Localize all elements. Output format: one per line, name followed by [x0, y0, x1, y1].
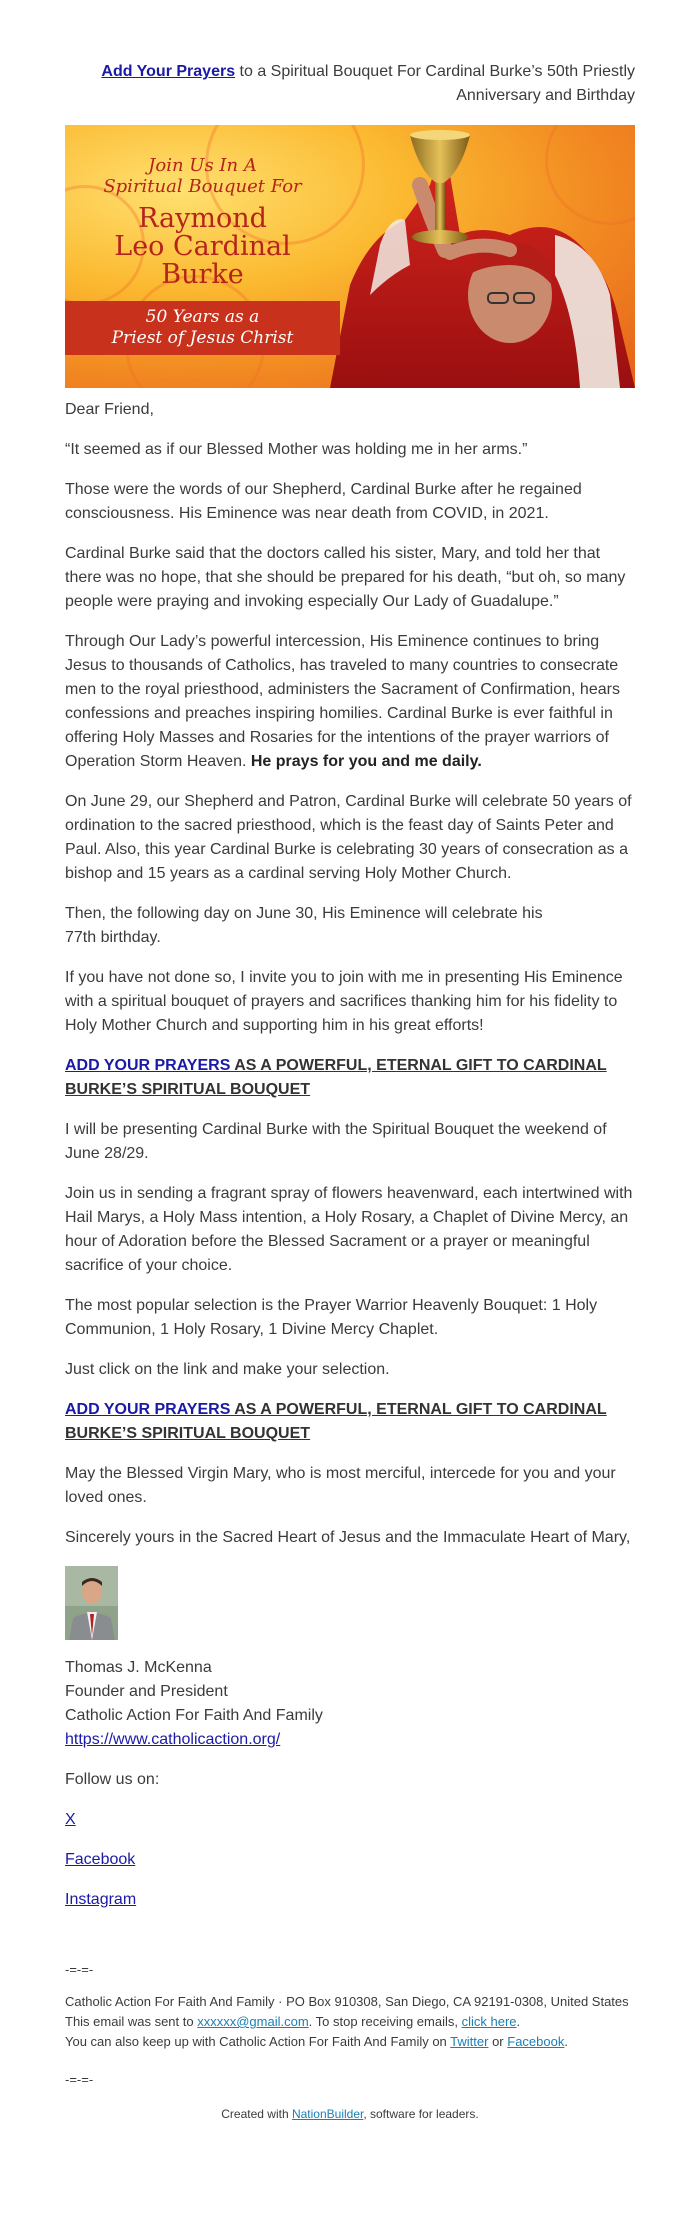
banner-intro: Join Us In A Spiritual Bouquet For [103, 155, 302, 197]
bold-statement: He prays for you and me daily. [250, 753, 482, 770]
footer-divider: -=-=- [65, 2072, 94, 2087]
unsubscribe-link[interactable]: click here [461, 2014, 517, 2029]
hero-banner[interactable] [65, 125, 635, 388]
x-link[interactable]: X [65, 1811, 76, 1828]
paragraph: Just click on the link and make your selection. [65, 1361, 390, 1378]
twitter-link[interactable]: Twitter [450, 2034, 489, 2049]
paragraph: The most popular selection is the Prayer Warrior Heavenly Bouquet: 1 Holy Communion, 1 Holy Rosary, 1 Divine Mercy Chaplet. [65, 1297, 598, 1338]
facebook-link[interactable]: Facebook [65, 1851, 136, 1868]
cta-heading: ADD YOUR PRAYERS AS A POWERFUL, ETERNAL GIFT TO CARDINAL BURKE’S SPIRITUAL BOUQUET [65, 1057, 607, 1098]
recipient-email-link[interactable]: xxxxxx@gmail.com [197, 2014, 309, 2029]
closing: Sincerely yours in the Sacred Heart of Jesus and the Immaculate Heart of Mary, [65, 1529, 631, 1546]
letter-body [65, 398, 635, 1912]
paragraph: May the Blessed Virgin Mary, who is most merciful, intercede for you and your loved ones. [65, 1465, 616, 1506]
footer-address: Catholic Action For Faith And Family · PO Box 910308, San Diego, CA 92191-0308, United States [65, 1994, 629, 2009]
footer-divider: -=-=- [65, 1962, 94, 1977]
greeting: Dear Friend, [65, 401, 154, 418]
cardinal-photo [310, 125, 635, 388]
author-photo [65, 1566, 118, 1640]
add-prayers-link[interactable]: ADD YOUR PRAYERS [65, 1057, 231, 1074]
add-prayers-link[interactable]: ADD YOUR PRAYERS [65, 1401, 231, 1418]
social-links [65, 1768, 635, 1912]
signature-block [65, 1656, 635, 1752]
paragraph: If you have not done so, I invite you to join with me in presenting His Eminence with a spiritual bouquet of prayers and sacrifices thanking him for his fidelity to Holy Mother Church and supporting him in his great efforts! [65, 969, 623, 1034]
banner-ribbon: 50 Years as a Priest of Jesus Christ [65, 301, 340, 355]
banner-name: Raymond Leo Cardinal Burke [114, 203, 291, 290]
footer-social: You can also keep up with Catholic Action For Faith And Family on Twitter or Facebook. [65, 2034, 568, 2049]
instagram-link[interactable]: Instagram [65, 1891, 137, 1908]
footer-facebook-link[interactable]: Facebook [507, 2034, 565, 2049]
nationbuilder-link[interactable]: NationBuilder [291, 2107, 364, 2121]
credits: Created with NationBuilder, software for leaders. [221, 2107, 479, 2121]
website-link[interactable]: https://www.catholicaction.org/ [65, 1731, 281, 1748]
header-text: to a Spiritual Bouquet For Cardinal Burke’s 50th Priestly Anniversary and Birthday [235, 63, 635, 104]
paragraph: Those were the words of our Shepherd, Cardinal Burke after he regained consciousness. His Eminence was near death from COVID, in 2021. [65, 481, 582, 522]
email-footer [65, 1960, 635, 2124]
paragraph: I will be presenting Cardinal Burke with the Spiritual Bouquet the weekend of June 28/29. [65, 1121, 607, 1162]
paragraph: Then, the following day on June 30, His Eminence will celebrate his 77th birthday. [65, 905, 543, 946]
cta-heading: ADD YOUR PRAYERS AS A POWERFUL, ETERNAL GIFT TO CARDINAL BURKE’S SPIRITUAL BOUQUET [65, 1401, 607, 1442]
banner-text-block [65, 125, 340, 388]
follow-label: Follow us on: [65, 1771, 160, 1788]
paragraph: On June 29, our Shepherd and Patron, Cardinal Burke will celebrate 50 years of ordination to the sacred priesthood, which is the feast day of Saints Peter and Paul. Also, this year Cardinal Burke is celebrating 30 years of consecration as a bishop and 15 years as a cardinal serving Holy Mother Church. [65, 793, 632, 882]
paragraph: Join us in sending a fragrant spray of flowers heavenward, each intertwined with Hail Marys, a Holy Mass intention, a Holy Rosary, a Chaplet of Divine Mercy, an hour of Adoration before the Blessed Sacrament or a prayer or meaningful sacrifice of your choice. [65, 1185, 633, 1274]
paragraph: Through Our Lady’s powerful intercession, His Eminence continues to bring Jesus to thousands of Catholics, has traveled to many countries to consecrate men to the royal priesthood, administers the Sacrament of Confirmation, hears confessions and preaches inspiring homilies. Cardinal Burke is ever faithful in offering Holy Masses and Rosaries for the intentions of the prayer warriors of Operation Storm Heaven. He prays for you and me daily. [65, 633, 620, 770]
footer-sent-notice: This email was sent to xxxxxx@gmail.com. To stop receiving emails, click here. [65, 2014, 521, 2029]
quote: “It seemed as if our Blessed Mother was holding me in her arms.” [65, 441, 528, 458]
email-container [0, 60, 700, 2124]
paragraph: Cardinal Burke said that the doctors called his sister, Mary, and told her that there was no hope, that she should be prepared for his death, “but oh, so many people were praying and invoking especially Our Lady of Guadalupe.” [65, 545, 626, 610]
add-prayers-header-link[interactable]: Add Your Prayers [101, 63, 236, 80]
signer-name: Thomas J. McKenna [65, 1659, 212, 1676]
header-line [65, 60, 635, 108]
signer-org: Catholic Action For Faith And Family [65, 1707, 323, 1724]
signer-title: Founder and President [65, 1683, 228, 1700]
